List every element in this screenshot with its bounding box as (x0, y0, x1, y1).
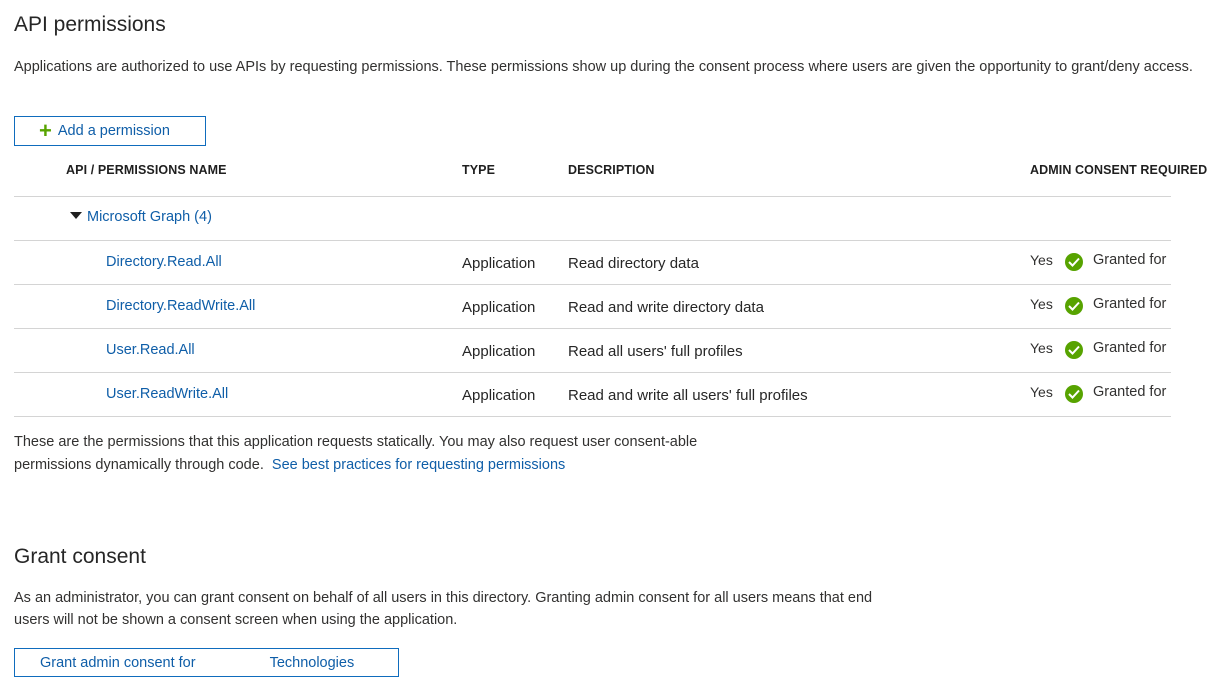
status-text: Granted for (1093, 384, 1167, 400)
header-divider (14, 196, 1171, 197)
permission-link[interactable]: User.Read.All (106, 342, 195, 358)
grant-button-suffix: Technologies (269, 654, 355, 671)
add-permission-button[interactable] (14, 116, 206, 146)
grant-consent-description: As an administrator, you can grant consent on behalf of all users in this directory. Granting admin consent for all users means that end users will not be shown a consent screen when using the application. (14, 590, 873, 628)
permission-description: Read all users' full profiles (568, 343, 743, 360)
check-circle-icon (1065, 341, 1083, 359)
status-text: Granted for (1093, 340, 1167, 356)
add-permission-label: Add a permission (57, 123, 170, 139)
permissions-note (14, 431, 754, 477)
check-circle-icon (1065, 385, 1083, 403)
permission-type: Application (462, 387, 536, 404)
note-text: These are the permissions that this application requests statically. You may also request user consent-able permissions dynamically through code. (14, 434, 698, 473)
check-circle-icon (1065, 297, 1083, 315)
row-divider (14, 240, 1171, 241)
row-divider (14, 416, 1171, 417)
permission-description: Read and write all users' full profiles (568, 387, 808, 404)
status-text: Granted for (1093, 296, 1167, 312)
permission-description: Read directory data (568, 255, 699, 272)
admin-consent-value: Yes (1030, 340, 1053, 356)
row-divider (14, 284, 1171, 285)
plus-icon: + (39, 118, 52, 143)
grant-consent-title: Grant consent (14, 545, 146, 568)
admin-consent-value: Yes (1030, 384, 1053, 400)
status-text: Granted for (1093, 252, 1167, 268)
permission-type: Application (462, 299, 536, 316)
column-header-description: DESCRIPTION (568, 163, 655, 177)
admin-consent-value: Yes (1030, 252, 1053, 268)
page-intro: Applications are authorized to use APIs by requesting permissions. These permissions show up during the consent process where users are given the opportunity to grant/deny access. (14, 59, 1193, 75)
grant-button-label: Grant admin consent for (40, 654, 196, 671)
page-title: API permissions (14, 13, 166, 36)
column-header-name: API / PERMISSIONS NAME (66, 163, 227, 177)
grant-admin-consent-button[interactable] (14, 648, 399, 677)
admin-consent-value: Yes (1030, 296, 1053, 312)
best-practices-link[interactable]: See best practices for requesting permissions (271, 457, 566, 473)
permission-link[interactable]: Directory.Read.All (106, 254, 222, 270)
permission-link[interactable]: User.ReadWrite.All (106, 386, 229, 402)
permission-type: Application (462, 343, 536, 360)
row-divider (14, 372, 1171, 373)
permission-type: Application (462, 255, 536, 272)
row-divider (14, 328, 1171, 329)
permission-description: Read and write directory data (568, 299, 764, 316)
group-label: Microsoft Graph (4) (87, 209, 212, 225)
column-header-admin-consent: ADMIN CONSENT REQUIRED (1030, 163, 1207, 177)
column-header-type: TYPE (462, 163, 496, 177)
permission-link[interactable]: Directory.ReadWrite.All (106, 298, 256, 314)
caret-down-icon (70, 212, 82, 219)
check-circle-icon (1065, 253, 1083, 271)
group-microsoft-graph[interactable] (70, 209, 212, 225)
redacted-tenant-name (196, 656, 270, 670)
